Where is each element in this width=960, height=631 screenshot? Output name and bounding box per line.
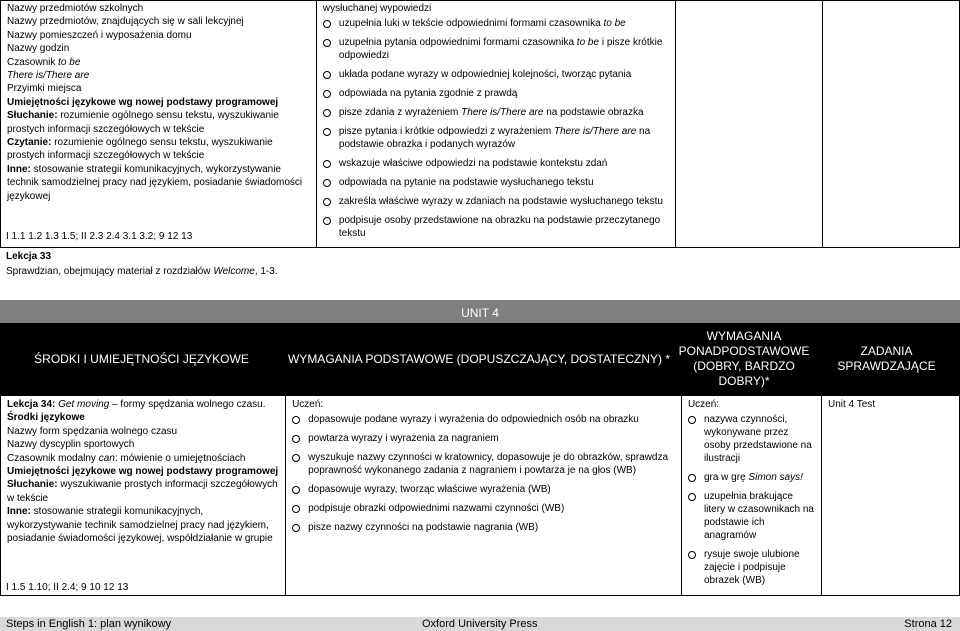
top-table	[0, 0, 960, 248]
req-item: dopasowuje wyrazy, tworząc właściwe wyrażenia (WB)	[292, 483, 675, 496]
continued-text: wysłuchanej wypowiedzi	[322, 3, 432, 14]
vocab-line: Przyimki miejsca	[7, 83, 82, 95]
lesson-33-title: Lekcja 33	[6, 251, 52, 262]
test-name: Unit 4 Test	[827, 399, 876, 410]
req-item: odpowiada na pytania zgodnie z prawdą	[323, 87, 669, 100]
curriculum-refs: I 1.1 1.2 1.3 1.5; II 2.3 2.4 3.1 3.2; 9 12 13	[6, 231, 193, 242]
req-item: dopasowuje podane wyrazy i wyrażenia do odpowiednich osób na obrazku	[292, 413, 675, 426]
req-item: podpisuje obrazki odpowiednimi nazwami czynności (WB)	[292, 502, 675, 515]
lesson-34-title: Lekcja 34: Get moving – formy spędzania wolnego czasu.	[7, 399, 266, 410]
req-item: podpisuje osoby przedstawione na obrazku na podstawie przeczytanego tekstu	[323, 214, 669, 240]
basic-req-list	[292, 413, 675, 534]
page-footer	[0, 617, 960, 631]
vocab-line: Nazwy godzin	[7, 43, 70, 55]
req-item: uzupełnia pytania odpowiednimi formami czasownika to be i pisze krótkie odpowiedzi	[323, 36, 669, 62]
adv-req-cell	[676, 1, 823, 248]
adv-req-cell	[681, 396, 821, 596]
req-item: pisze nazwy czynności na podstawie nagrania (WB)	[292, 521, 675, 534]
reading-line: Czytanie: rozumienie ogólnego sensu tekstu, wyszukiwanie prostych informacji szczegółowych w tekście	[7, 137, 273, 162]
vocab-line: Czasownik modalny can: mówienie o umiejętnościach	[7, 452, 246, 464]
lesson-34-cell	[1, 396, 286, 596]
student-label: Uczeń:	[687, 399, 720, 410]
req-item: powtarza wyrazy i wyrażenia za nagraniem	[292, 432, 675, 445]
vocab-line: Nazwy przedmiotów szkolnych	[7, 3, 144, 14]
adv-req-list	[688, 413, 815, 587]
listening-line: Słuchanie: wyszukiwanie prostych informacji szczegółowych w tekście	[7, 479, 278, 504]
vocab-line: Nazwy form spędzania wolnego czasu	[7, 425, 178, 437]
basic-req-list	[323, 17, 669, 240]
header-basic: WYMAGANIA PODSTAWOWE (DOPUSZCZAJĄCY, DOSTATECZNY) *	[287, 351, 671, 366]
header-srodki: ŚRODKI I UMIEJĘTNOŚCI JĘZYKOWE	[34, 351, 249, 366]
req-item: rysuje swoje ulubione zajęcie i podpisuje obrazek (WB)	[688, 548, 815, 587]
req-item: układa podane wyrazy w odpowiedniej kolejności, tworząc pytania	[323, 68, 669, 81]
req-item: zakreśla właściwe wyrazy w zdaniach na podstawie wysłuchanego tekstu	[323, 195, 669, 208]
vocab-line: Czasownik to be	[7, 56, 81, 68]
footer-title: Steps in English 1: plan wynikowy	[6, 618, 172, 630]
header-advanced: WYMAGANIA PONADPODSTAWOWE (DOBRY, BARDZO DOBRY)*	[678, 329, 810, 388]
skills-heading: Umiejętności językowe wg nowej podstawy programowej	[7, 466, 279, 478]
curriculum-refs: I 1.5 1.10; II 2.4; 9 10 12 13	[6, 582, 129, 593]
vocab-line: Nazwy przedmiotów, znajdujących się w sali lekcyjnej	[7, 16, 244, 28]
basic-req-cell	[286, 396, 682, 596]
vocab-line: There is/There are	[7, 70, 90, 82]
basic-req-cell	[316, 1, 675, 248]
page-number: Strona 12	[904, 618, 952, 630]
column-headers	[0, 323, 960, 395]
means-heading: Środki językowe	[7, 412, 85, 424]
test-cell	[823, 1, 960, 248]
req-item: wyszukuje nazwy czynności w kratownicy, dopasowuje je do obrazków, sprawdza poprawność wykonanego zadania z nagraniem i powtarza je na głos (WB)	[292, 451, 675, 477]
req-item: uzupełnia brakujące litery w czasownikach na podstawie ich anagramów	[688, 490, 815, 542]
skills-cell	[1, 1, 317, 248]
req-item: uzupełnia luki w tekście odpowiednimi formami czasownika to be	[323, 17, 669, 30]
unit-title: UNIT 4	[0, 300, 960, 323]
header-tasks: ZADANIA SPRAWDZAJĄCE	[837, 344, 936, 373]
other-line: Inne: stosowanie strategii komunikacyjnych, wykorzystywanie technik samodzielnej pracy nad językiem, posiadanie świadomości językowej, współdziałanie w grupie	[7, 506, 273, 545]
footer-publisher: Oxford University Press	[422, 618, 538, 630]
req-item: gra w grę Simon says!	[688, 471, 815, 484]
req-item: odpowiada na pytanie na podstawie wysłuchanego tekstu	[323, 176, 669, 189]
req-item: wskazuje właściwe odpowiedzi na podstawie kontekstu zdań	[323, 157, 669, 170]
vocab-line: Nazwy dyscyplin sportowych	[7, 439, 135, 451]
lesson-33-desc: Sprawdzian, obejmujący materiał z rozdziałów Welcome, 1-3.	[6, 266, 278, 277]
test-cell	[821, 396, 959, 596]
req-item: pisze pytania i krótkie odpowiedzi z wyrażeniem There is/There are na podstawie obrazka i podanych wyrazów	[323, 125, 669, 151]
student-label: Uczeń:	[292, 399, 324, 410]
vocab-line: Nazwy pomieszczeń i wyposażenia domu	[7, 29, 192, 41]
req-item: nazywa czynności, wykonywane przez osoby przedstawione na ilustracji	[688, 413, 815, 465]
req-item: pisze zdania z wyrażeniem There is/There are na podstawie obrazka	[323, 106, 669, 119]
other-line: Inne: stosowanie strategii komunikacyjnych, wykorzystywanie technik samodzielnej pracy nad językiem, posiadanie świadomości językowej	[7, 163, 303, 202]
skills-heading: Umiejętności językowe wg nowej podstawy programowej	[7, 96, 279, 108]
listening-line: Słuchanie: rozumienie ogólnego sensu tekstu, wyszukiwanie prostych informacji szczegółowych w tekście	[7, 110, 279, 135]
unit4-table	[0, 395, 960, 596]
